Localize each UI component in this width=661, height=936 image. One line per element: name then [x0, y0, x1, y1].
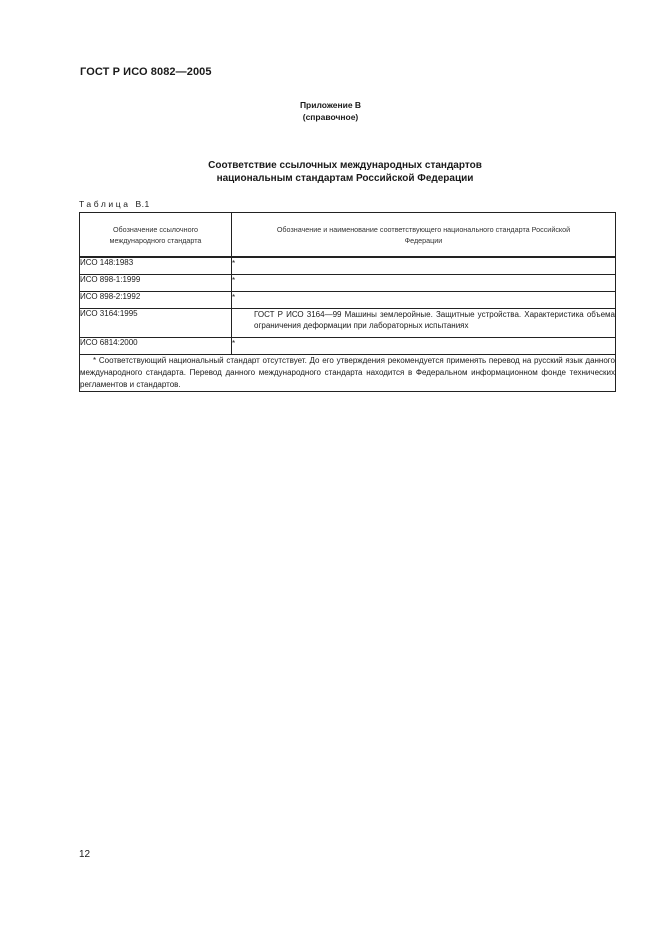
table-row [80, 292, 616, 309]
national-standard-cell: * [232, 338, 616, 355]
table-caption-label: Таблица [79, 199, 131, 209]
section-title-line-2: национальным стандартам Российской Федерации [216, 173, 474, 184]
international-code-cell: ИСО 6814:2000 [80, 338, 232, 355]
annex-subtitle: (справочное) [302, 112, 359, 122]
national-standard-cell: * [232, 257, 616, 275]
table-header-row [80, 213, 616, 258]
table-row [80, 309, 616, 338]
table-caption [79, 199, 150, 209]
table-row [80, 338, 616, 355]
table-footnote: * Соответствующий национальный стандарт отсутствует. До его утверждения рекомендуется применять перевод на русский язык данного международного стандарта. Перевод данного международного стандарта находится в Федеральном информационном фонде технических регламентов и стандартов. [80, 355, 616, 392]
table-caption-number: В.1 [135, 199, 150, 209]
national-standard-cell: ГОСТ Р ИСО 3164—99 Машины землеройные. Защитные устройства. Характеристика объема ограничения деформации при лабораторных испытаниях [232, 309, 616, 338]
header-national-standard: Обозначение и наименование соответствующего национального стандарта Российской Федерации [232, 213, 616, 258]
section-title-line-1: Соответствие ссылочных международных стандартов [208, 160, 482, 171]
international-code-cell: ИСО 3164:1995 [80, 309, 232, 338]
national-standard-cell: * [232, 275, 616, 292]
table-row [80, 275, 616, 292]
international-code-cell: ИСО 148:1983 [80, 257, 232, 275]
table-footnote-row [80, 355, 616, 392]
international-code-cell: ИСО 898-1:1999 [80, 275, 232, 292]
international-code-cell: ИСО 898-2:1992 [80, 292, 232, 309]
reference-standards-table [79, 212, 616, 392]
national-standard-cell: * [232, 292, 616, 309]
table-row [80, 257, 616, 275]
annex-title: Приложение В [299, 100, 362, 110]
document-code-header: ГОСТ Р ИСО 8082—2005 [80, 66, 212, 78]
page-number: 12 [79, 849, 91, 860]
header-international-standard: Обозначение ссылочного международного стандарта [80, 213, 232, 258]
